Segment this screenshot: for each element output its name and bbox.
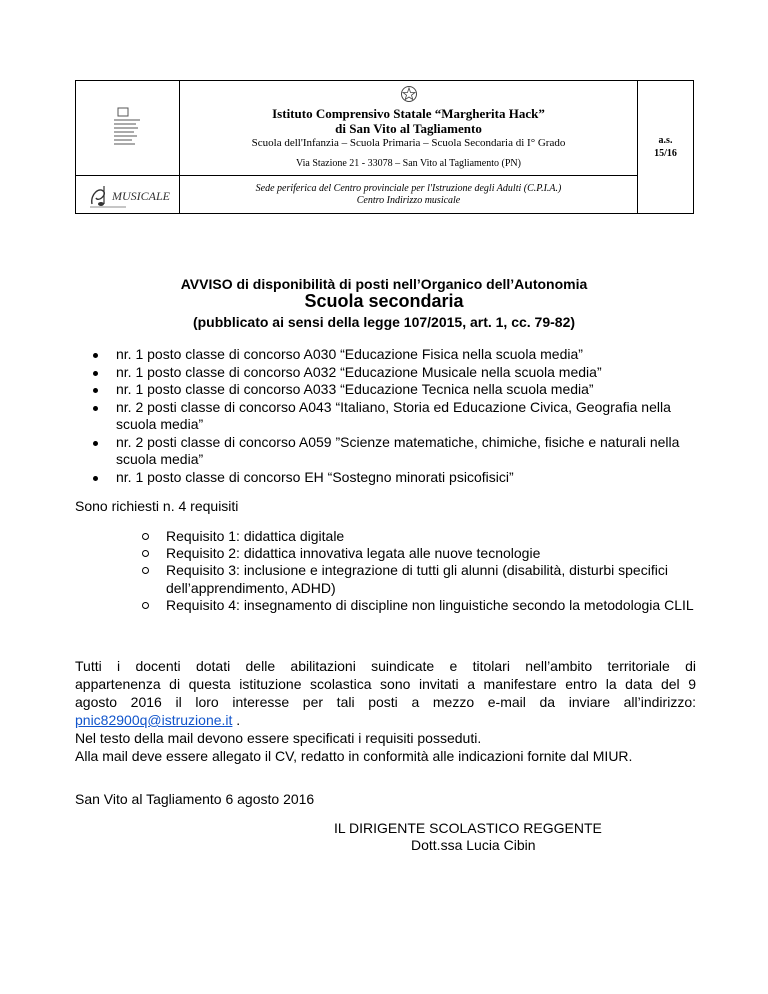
list-item: nr. 2 posti classe di concorso A043 “Italiano, Storia ed Educazione Civica, Geografia nella scuola media” bbox=[93, 399, 713, 434]
bullet-icon bbox=[93, 353, 98, 358]
list-item: Requisito 3: inclusione e integrazione di tutti gli alunni (disabilità, disturbi specifici dell’apprendimento, ADHD) bbox=[142, 562, 702, 596]
school-levels: Scuola dell'Infanzia – Scuola Primaria – Scuola Secondaria di I° Grado bbox=[251, 137, 566, 149]
circle-bullet-icon bbox=[142, 550, 149, 557]
music-logo-text: MUSICALE bbox=[111, 188, 170, 203]
place-and-date: San Vito al Tagliamento 6 agosto 2016 bbox=[75, 791, 315, 807]
list-item: Requisito 1: didattica digitale bbox=[142, 528, 702, 545]
school-year-value: 15/16 bbox=[654, 148, 677, 159]
notice-legal-reference: (pubblicato ai sensi della legge 107/2015, art. 1, cc. 79-82) bbox=[192, 314, 576, 330]
list-item: nr. 1 posto classe di concorso A033 “Educazione Tecnica nella scuola media” bbox=[93, 381, 713, 399]
body-line: Nel testo della mail devono essere specificati i requisiti posseduti. bbox=[75, 730, 482, 746]
list-item: nr. 2 posti classe di concorso A059 ”Scienze matematiche, chimiche, fisiche e naturali nella scuola media” bbox=[93, 434, 713, 469]
requirements-list bbox=[142, 528, 702, 614]
signature-name: Dott.ssa Lucia Cibin bbox=[411, 837, 536, 853]
positions-list bbox=[93, 346, 713, 486]
school-year-cell bbox=[638, 81, 694, 214]
letterhead-table bbox=[75, 80, 694, 214]
list-item: nr. 1 posto classe di concorso A030 “Educazione Fisica nella scuola media” bbox=[93, 346, 713, 364]
bullet-icon bbox=[93, 406, 98, 411]
school-logo-icon bbox=[104, 104, 152, 152]
music-logo bbox=[76, 176, 179, 213]
circle-bullet-icon bbox=[142, 567, 149, 574]
body-line: agosto 2016 il loro interesse per tali posti a mezzo e-mail da inviare all’indirizzo: bbox=[75, 694, 696, 710]
body-line: Alla mail deve essere allegato il CV, redatto in conformità alle indicazioni fornite dal MIUR. bbox=[75, 748, 633, 764]
list-item: Requisito 2: didattica innovativa legata alle nuove tecnologie bbox=[142, 545, 702, 562]
email-line: pnic82900q@istruzione.it . bbox=[75, 712, 241, 728]
list-item: Requisito 4: insegnamento di discipline non linguistiche secondo la metodologia CLIL bbox=[142, 597, 702, 614]
institute-info-cell bbox=[180, 81, 638, 176]
body-paragraph bbox=[75, 657, 696, 765]
body-line: Tutti i docenti dotati delle abilitazioni suindicate e titolari nell’ambito territoriale di bbox=[75, 658, 696, 674]
bullet-icon bbox=[93, 371, 98, 376]
music-logo-cell bbox=[76, 176, 180, 214]
sede-line-1: Sede periferica del Centro provinciale per l'Istruzione degli Adulti (C.P.I.A.) bbox=[255, 182, 562, 194]
school-year-label: a.s. bbox=[658, 135, 673, 146]
republic-emblem-icon bbox=[400, 84, 418, 104]
music-logo-icon bbox=[86, 180, 170, 210]
school-logo bbox=[76, 81, 179, 175]
institute-name: Istituto Comprensivo Statale “Margherita Hack” bbox=[272, 106, 545, 121]
sede-line-2: Centro Indirizzo musicale bbox=[356, 194, 461, 206]
notice-title: AVVISO di disponibilità di posti nell’Organico dell’Autonomia bbox=[180, 276, 588, 292]
bullet-icon bbox=[93, 476, 98, 481]
signature-title: IL DIRIGENTE SCOLASTICO REGGENTE bbox=[334, 820, 602, 836]
list-item: nr. 1 posto classe di concorso EH “Sostegno minorati psicofisici” bbox=[93, 469, 713, 487]
requirements-intro: Sono richiesti n. 4 requisiti bbox=[75, 498, 239, 514]
sede-cell bbox=[180, 176, 638, 214]
notice-subtitle: Scuola secondaria bbox=[304, 291, 464, 311]
email-link[interactable]: pnic82900q@istruzione.it bbox=[75, 712, 233, 728]
circle-bullet-icon bbox=[142, 602, 149, 609]
list-item: nr. 1 posto classe di concorso A032 “Educazione Musicale nella scuola media” bbox=[93, 364, 713, 382]
circle-bullet-icon bbox=[142, 533, 149, 540]
body-line: appartenenza di questa istituzione scolastica sono invitati a manifestare entro la data del 9 bbox=[75, 676, 696, 692]
institute-city: di San Vito al Tagliamento bbox=[335, 121, 482, 136]
bullet-icon bbox=[93, 441, 98, 446]
bullet-icon bbox=[93, 388, 98, 393]
school-logo-cell bbox=[76, 81, 180, 176]
institute-address: Via Stazione 21 - 33078 – San Vito al Tagliamento (PN) bbox=[296, 158, 521, 169]
